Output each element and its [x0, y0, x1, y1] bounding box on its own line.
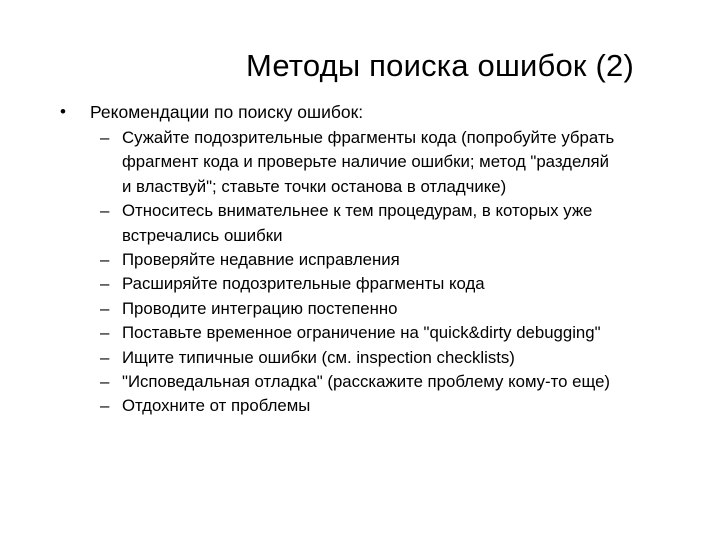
list-item	[100, 297, 712, 321]
dash-marker: –	[100, 128, 110, 147]
dash-marker: –	[100, 396, 110, 416]
list-item-line: фрагмент кода и проверьте наличие ошибки; метод "разделяй	[122, 152, 609, 172]
slide-title: Методы поиска ошибок (2)	[245, 48, 634, 83]
list-item	[100, 199, 712, 248]
list-item-line: и властвуй"; ставьте точки останова в отладчике)	[122, 176, 507, 196]
list-item	[100, 370, 712, 394]
list-item-line: Сужайте подозрительные фрагменты кода (попробуйте убрать	[122, 128, 615, 147]
dash-marker: –	[100, 298, 110, 318]
bullet-text: Рекомендации по поиску ошибок:	[90, 102, 364, 122]
list-item-line: Расширяйте подозрительные фрагменты кода	[122, 274, 485, 294]
list-item-line: Проводите интеграцию постепенно	[122, 298, 398, 318]
dash-marker: –	[100, 201, 110, 221]
list-item-line: "Исповедальная отладка" (расскажите проблему кому-то еще)	[122, 372, 611, 392]
list-item	[100, 394, 712, 418]
dash-marker: –	[100, 250, 110, 270]
bullet-marker: •	[60, 102, 66, 121]
list-item-line: Отдохните от проблемы	[122, 396, 311, 416]
dash-marker: –	[100, 372, 110, 392]
list-item	[100, 321, 712, 345]
list-item-line: встречались ошибки	[122, 225, 283, 245]
dash-marker: –	[100, 274, 110, 294]
list-item-line: Относитесь внимательнее к тем процедурам, в которых уже	[122, 201, 593, 221]
dash-marker: –	[100, 323, 110, 343]
list-item-line: Проверяйте недавние исправления	[122, 250, 400, 270]
list-item-line: Поставьте временное ограничение на "quick&dirty debugging"	[122, 323, 601, 343]
list-item	[100, 248, 712, 272]
recommendations-list	[100, 126, 712, 419]
list-item	[100, 346, 712, 370]
dash-marker: –	[100, 347, 110, 367]
list-item	[100, 126, 712, 199]
list-item-line: Ищите типичные ошибки (см. inspection checklists)	[122, 347, 515, 367]
list-item	[100, 272, 712, 296]
